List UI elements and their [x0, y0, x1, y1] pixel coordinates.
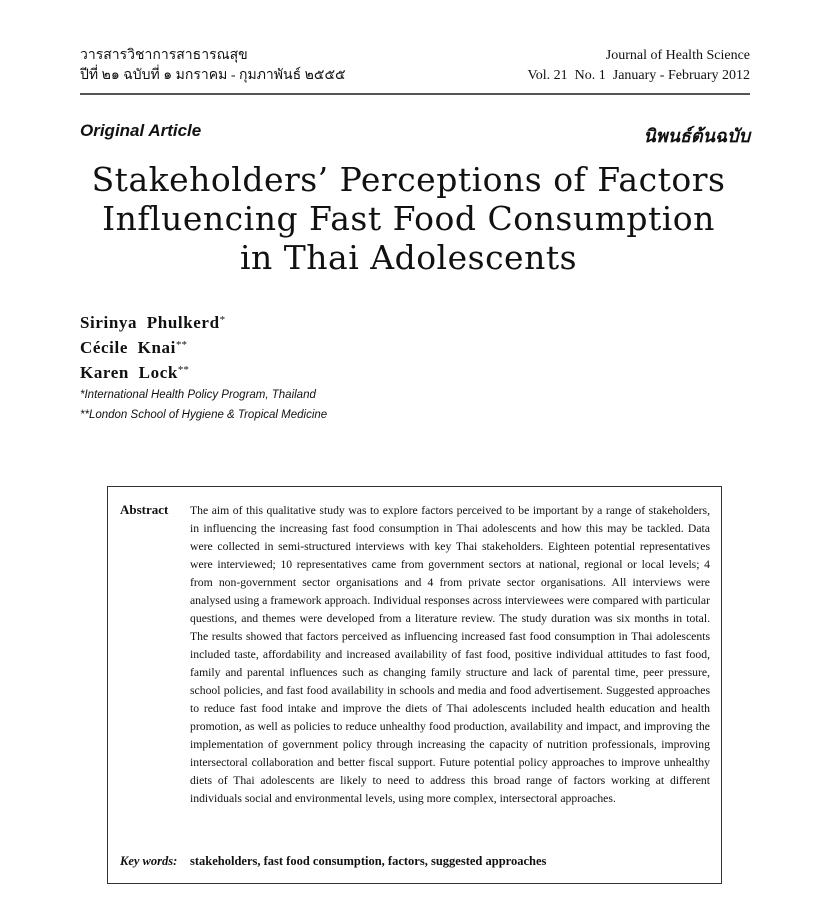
article-type-english: Original Article [80, 121, 202, 140]
title-line: in Thai Adolescents [239, 238, 578, 277]
title-line: Stakeholders’ Perceptions of Factors [91, 160, 726, 199]
author-name: Karen Lock** [80, 363, 189, 382]
abstract-text: The aim of this qualitative study was to explore factors perceived to be important by a range of stakeholders, in influencing the increasing fast food consumption in Thai adolescents and how this may be tackled. Data were collected in semi-structured interviews with key Thai stakeholders. Eighteen potential representatives were interviewed; 10 representatives came from government sectors at national, regional or local levels; 4 from non-government sector organisations and 4 from private sector organisations. All interviews were analysed using a framework approach. Individual responses across interviewees were compared with particular questions, and themes were developed from a literature review. The study duration was six months in total. The results showed that factors perceived as influencing increased fast food consumption in Thai adolescents included taste, affordability and increased availability of fast food, positive individual attitudes to fast food, family and parental influences such as changing family structure and lack of parental time, peer pressure, school policies, and fast food availability in schools and media and food advertisement. Suggested approaches to reduce fast food intake and improve the diets of Thai adolescents included health education and health promotion, as well as policies to reduce unhealthy food production, availability and impact, and improving the implementation of government policy through increasing the capacity of nutrition professionals, improving intersectoral collaboration and better fiscal support. Future potential policy approaches to improve unhealthy diets of Thai adolescents are likely to need to address this broad range of factors working at different individuals social and environmental levels, using more complex, intersectoral approaches. [190, 504, 710, 805]
author-name: Cécile Knai** [80, 338, 187, 357]
affiliation: **London School of Hygiene & Tropical Medicine [80, 409, 328, 421]
author-name: Sirinya Phulkerd* [80, 313, 226, 332]
affiliation-marker: * [219, 314, 226, 326]
issue-info-english: Vol. 21 No. 1 January - February 2012 [527, 68, 750, 83]
header-divider [80, 93, 750, 95]
abstract-box [107, 486, 722, 884]
running-header-thai [80, 46, 346, 86]
issue-info-thai: ปีที่ ๒๑ ฉบับที่ ๑ มกราคม - กุมภาพันธ์ ๒๕๕๕ [80, 68, 346, 83]
author-block [80, 309, 327, 424]
abstract-label: Abstract [120, 502, 169, 517]
affiliation-marker: ** [177, 364, 189, 376]
running-header-english [527, 46, 750, 86]
article-title [0, 160, 817, 277]
affiliation-marker: ** [175, 339, 187, 351]
title-line: Influencing Fast Food Consumption [102, 199, 715, 238]
affiliation: *International Health Policy Program, Thailand [80, 389, 316, 401]
keywords-label: Key words: [120, 854, 178, 868]
journal-name-thai: วารสารวิชาการสาธารณสุข [80, 48, 248, 63]
article-type-thai: นิพนธ์ต้นฉบับ [643, 126, 750, 146]
journal-name-english: Journal of Health Science [605, 48, 750, 63]
keywords-text: stakeholders, fast food consumption, factors, suggested approaches [190, 854, 547, 868]
